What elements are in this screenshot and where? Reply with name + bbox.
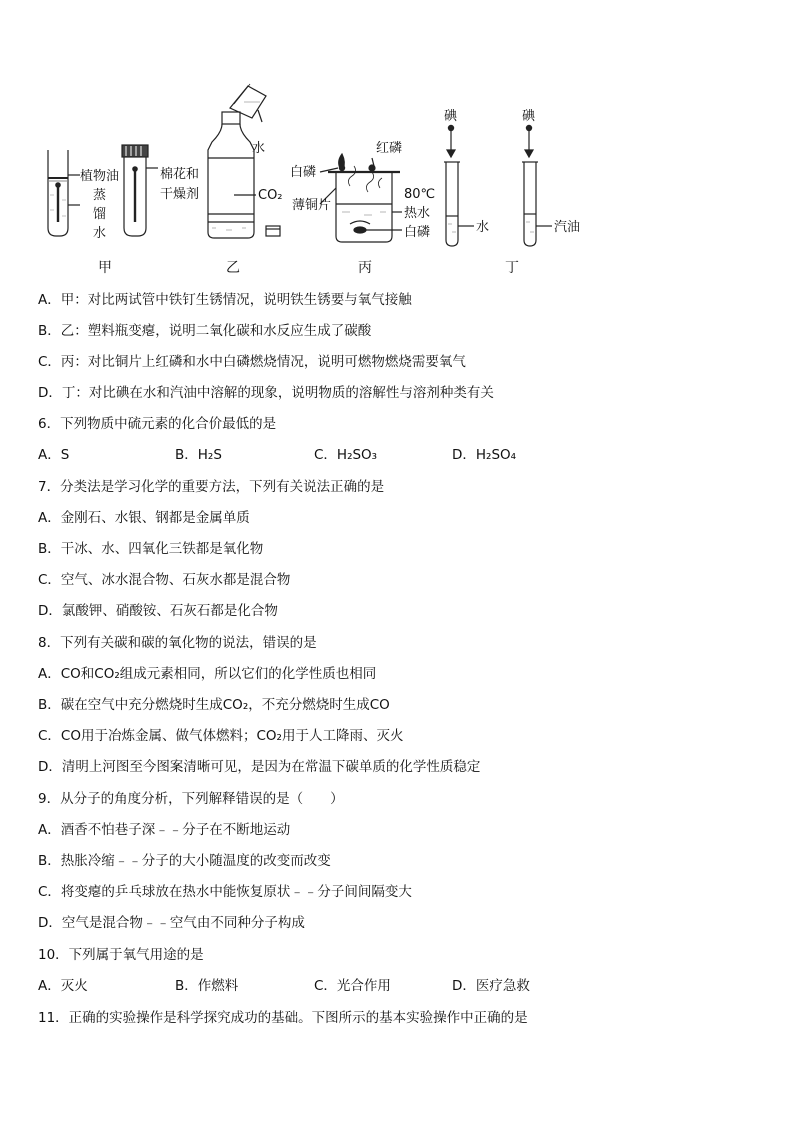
q10-option-d: D．医疗急救 <box>452 978 530 994</box>
label-iodine-2: 碘 <box>522 109 536 124</box>
q8-stem: 8．下列有关碳和碳的氧化物的说法，错误的是 <box>38 635 317 651</box>
label-white-phosphorus-bottom: 白磷 <box>404 225 431 240</box>
label-iodine-1: 碘 <box>444 109 458 124</box>
q7-option-c: C．空气、冰水混合物、石灰水都是混合物 <box>38 572 291 588</box>
caption-ding: 丁 <box>505 260 519 276</box>
test-tube-cotton-drying <box>122 145 158 236</box>
label-red-phosphorus: 红磷 <box>376 141 403 156</box>
q9-option-b: B．热胀冷缩﹣﹣分子的大小随温度的改变而改变 <box>38 853 331 869</box>
q8-option-d: D．清明上河图至今图案清晰可见，是因为在常温下碳单质的化学性质稳定 <box>38 759 481 775</box>
label-water: 水 <box>476 220 490 235</box>
label-80c: 80℃ <box>404 187 436 202</box>
q9-option-c: C．将变瘪的乒乓球放在热水中能恢复原状﹣﹣分子间间隔变大 <box>38 884 412 900</box>
q7-option-b: B．干冰、水、四氧化三铁都是氧化物 <box>38 541 264 557</box>
q9-stem: 9．从分子的角度分析，下列解释错误的是（ ） <box>38 791 344 807</box>
q9-option-d: D．空气是混合物﹣﹣空气由不同种分子构成 <box>38 915 305 931</box>
q10-option-c: C．光合作用 <box>314 978 391 994</box>
beaker-copper-plate <box>320 154 402 242</box>
q10-option-a: A．灭火 <box>38 978 88 994</box>
q5-option-c: C．丙：对比铜片上红磷和水中白磷燃烧情况，说明可燃物燃烧需要氧气 <box>38 354 466 370</box>
label-desiccant: 干燥剂 <box>160 187 200 202</box>
q6-option-d: D．H₂SO₄ <box>452 447 517 463</box>
label-distilled-1: 蒸 <box>93 188 107 203</box>
q6-option-a: A．S <box>38 447 70 463</box>
q5-option-a: A．甲：对比两试管中铁钉生锈情况，说明铁生锈要与氧气接触 <box>38 292 412 308</box>
caption-yi: 乙 <box>226 260 240 276</box>
q6-stem: 6．下列物质中硫元素的化合价最低的是 <box>38 416 277 432</box>
label-distilled-3: 水 <box>93 226 107 241</box>
label-water-pour: 水 <box>252 141 266 156</box>
q6-option-c: C．H₂SO₃ <box>314 447 378 463</box>
test-tube-iodine-gasoline <box>522 125 552 246</box>
label-hot-water: 热水 <box>404 206 431 221</box>
q7-stem: 7．分类法是学习化学的重要方法，下列有关说法正确的是 <box>38 479 385 495</box>
caption-bing: 丙 <box>358 260 372 276</box>
q5-option-b: B．乙：塑料瓶变瘪，说明二氧化碳和水反应生成了碳酸 <box>38 323 372 339</box>
q8-option-b: B．碳在空气中充分燃烧时生成CO₂，不充分燃烧时生成CO <box>38 697 390 713</box>
q8-option-a: A．CO和CO₂组成元素相同，所以它们的化学性质也相同 <box>38 666 377 682</box>
q10-stem: 10．下列属于氧气用途的是 <box>38 947 204 963</box>
q5-option-d: D．丁：对比碘在水和汽油中溶解的现象，说明物质的溶解性与溶剂种类有关 <box>38 385 494 401</box>
q8-option-c: C．CO用于冶炼金属、做气体燃料；CO₂用于人工降雨、灭火 <box>38 728 404 744</box>
q10-option-b: B．作燃料 <box>175 978 239 994</box>
plastic-bottle-co2 <box>208 84 280 238</box>
label-white-phosphorus-top: 白磷 <box>290 165 317 180</box>
q7-option-a: A．金刚石、水银、钢都是金属单质 <box>38 510 250 526</box>
label-gasoline: 汽油 <box>554 220 581 235</box>
q11-stem: 11．正确的实验操作是科学探究成功的基础。下图所示的基本实验操作中正确的是 <box>38 1010 528 1026</box>
experiment-figure <box>0 0 794 285</box>
label-co2: CO₂ <box>258 188 283 203</box>
caption-jia: 甲 <box>98 260 112 276</box>
label-distilled-2: 馏 <box>93 207 107 222</box>
label-copper-plate: 薄铜片 <box>292 198 332 213</box>
label-cotton: 棉花和 <box>160 167 200 182</box>
test-tube-oil-water <box>48 150 80 236</box>
test-tube-iodine-water <box>444 125 474 246</box>
q6-option-b: B．H₂S <box>175 447 222 463</box>
label-vegetable-oil: 植物油 <box>80 169 120 184</box>
q9-option-a: A．酒香不怕巷子深﹣﹣分子在不断地运动 <box>38 822 291 838</box>
q7-option-d: D．氯酸钾、硝酸铵、石灰石都是化合物 <box>38 603 278 619</box>
